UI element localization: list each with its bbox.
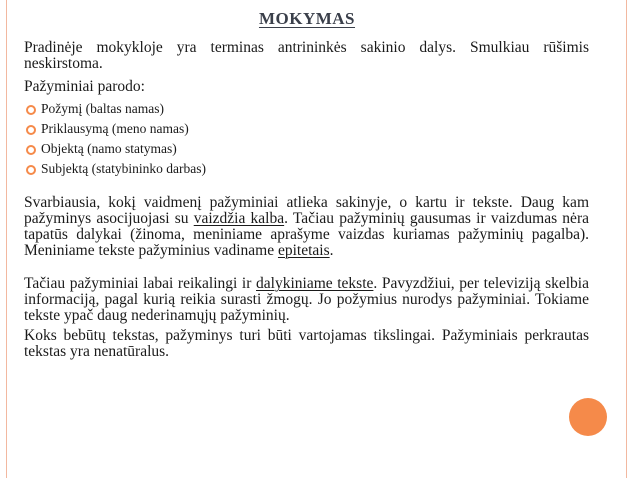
list-item (24, 119, 589, 139)
slide-content (24, 40, 589, 360)
bullet-circle-icon (26, 105, 36, 115)
list-item (24, 139, 589, 159)
paragraph-intro: Pradinėje mokykloje yra terminas antrininkės sakinio dalys. Smulkiau rūšimis neskirstoma. (24, 39, 589, 72)
paragraph-role (24, 195, 589, 259)
paragraph-business-text-2: . Pavyzdžiui, per televiziją skelbia informaciją, pagal kurią reikia surasti žmogų. Jo požymius nurodys pažyminiai. Tokiame tekste ypač daug nederinamųjų pažyminių. (24, 275, 589, 324)
paragraph-business-text-1: Tačiau pažyminiai labai reikalingi ir (24, 275, 257, 292)
link-epitetais[interactable]: epitetais (277, 242, 330, 259)
list-item-text: Objektą (namo statymas) (41, 141, 177, 156)
slide-title-text: MOKYMAS (258, 9, 356, 28)
paragraph-role-text-2: . Tačiau pažyminių gausumas ir vaizdumas nėra tapatūs dalykai (žinoma, meniniame aprašyme vaizdas kuriamas pažyminių pagalba). Meniniame tekste pažyminius vadiname (24, 210, 589, 259)
list-item (24, 99, 589, 119)
list-item-text: Priklausymą (meno namas) (41, 121, 189, 136)
list-item-text: Požymį (baltas namas) (41, 101, 164, 116)
bullet-circle-icon (26, 165, 36, 175)
link-vaizdzia-kalba[interactable]: vaizdžia kalba (193, 210, 285, 227)
list-intro: Pažyminiai parodo: (24, 78, 145, 95)
left-frame-line (6, 0, 7, 478)
bullet-circle-icon (26, 125, 36, 135)
right-frame-line (626, 0, 627, 478)
paragraph-conclusion: Koks bebūtų tekstas, pažyminys turi būti vartojamas tikslingai. Pažyminiais perkrautas tekstas yra nenatūralus. (24, 327, 589, 360)
bullet-circle-icon (26, 145, 36, 155)
link-dalykiniame-tekste[interactable]: dalykiniame tekste (256, 275, 374, 292)
slide-title (0, 9, 600, 29)
orange-circle-decoration (569, 398, 607, 436)
paragraph-role-text-3: . (329, 242, 334, 259)
list-item-text: Subjektą (statybininko darbas) (41, 161, 206, 176)
paragraph-business-text (24, 276, 589, 324)
list-item (24, 159, 589, 179)
paragraph-role-text-1: Svarbiausia, kokį vaidmenį pažyminiai atlieka sakinyje, o kartu ir tekste. Daug kam pažyminys asocijuojasi su (24, 194, 589, 227)
bullet-list (24, 99, 589, 179)
